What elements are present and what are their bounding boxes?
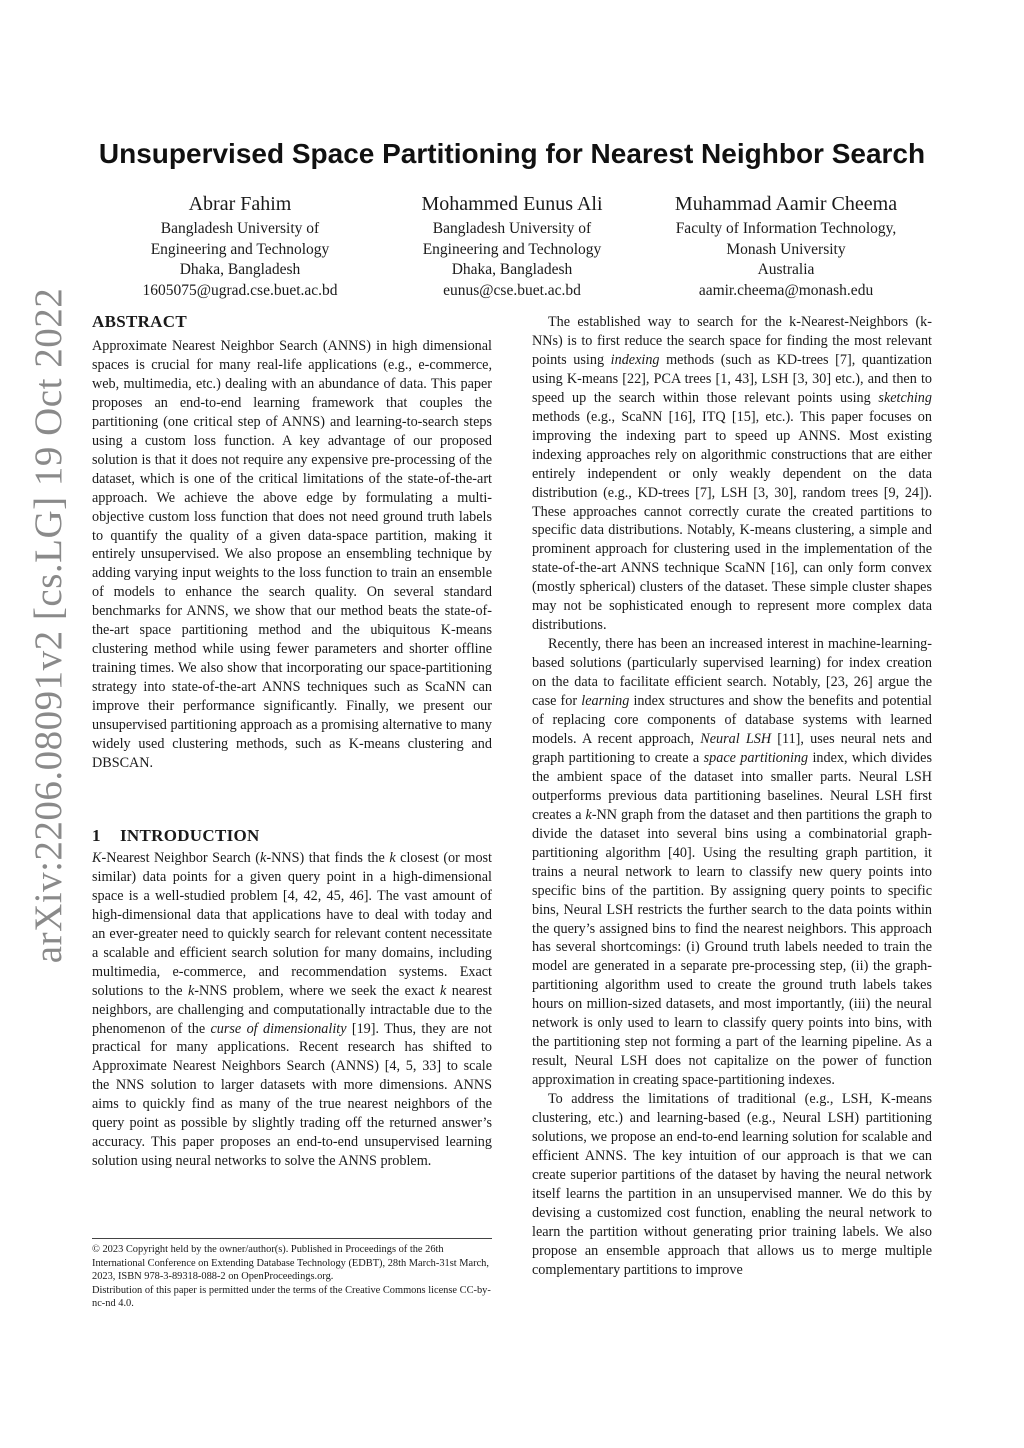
author-block (362, 192, 662, 301)
copyright-text: © 2023 Copyright held by the owner/author(s). Published in Proceedings of the 26th International Conference on Extending Database Technology (EDBT), 28th March-31st March, 2023, ISBN 978-3-89318-088-2 on OpenProceedings.org. (92, 1244, 489, 1283)
italic-text: k (260, 849, 267, 866)
italic-text: k (389, 849, 396, 866)
affiliation-line: Engineering and Technology (422, 240, 602, 258)
italic-text: k (440, 982, 447, 999)
affiliation-line: Bangladesh University of (160, 220, 320, 237)
author-email: eunus@cse.buet.ac.bd (443, 281, 581, 299)
author-block (90, 192, 390, 301)
author-email: 1605075@ugrad.cse.buet.ac.bd (142, 281, 338, 299)
introduction-heading (92, 825, 492, 847)
italic-text: k (585, 806, 592, 823)
affiliation-line: Dhaka, Bangladesh (179, 261, 301, 279)
italic-text: indexing (610, 351, 660, 368)
copyright-footnote (92, 1238, 492, 1311)
intro-paragraph-2: The established way to search for the k-Nearest-Neighbors (k-NNs) is to first reduce the search space for finding the most relevant points using indexing methods (such as KD-trees [7], quantization using K-means [22], PCA trees [1, 43], LSH [3, 30] etc.), and then to speed up the search within those relevant points using sketching methods (e.g., ScaNN [16], ITQ [15], etc.). This paper focuses on improving the indexing part to speed up ANNS. Most existing indexing approaches rely on algorithmic constructions that are either entirely independent or only weakly dependent on the data distribution (e.g., KD-trees [7], LSH [3, 30], random trees [9, 24]). These approaches cannot correctly curate the created partitions to specific data distributions. Notably, K-means clustering, a simple and prominent approach for clustering used in the implementation of the state-of-the-art ANNS technique ScaNN [16], can only form convex (mostly spherical) clusters of the dataset. These simple cluster shapes may not be sophisticated enough to represent more complex data distributions. (532, 314, 933, 634)
intro-paragraph-1: K-Nearest Neighbor Search (k-NNS) that finds the k closest (or most similar) data points for a given query point in a high-dimensional space is a well-studied problem [4, 42, 45, 46]. The vast amount of high-dimensional data that applications have to deal with today and an ever-greater need to quickly search for relevant content necessitate a scalable and efficient search solution for many domains, including multimedia, e-commerce, and recommendation systems. Exact solutions to the k-NNS problem, where we seek the exact k nearest neighbors, are challenging and computationally intractable due to the phenomenon of the curse of dimensionality [19]. Thus, they are not practical for many applications. Recent research has shifted to Approximate Nearest Neighbors Search (ANNS) [4, 5, 33] to scale the NNS solution to larger datasets with more dimensions. ANNS aims to quickly find as many of the true nearest neighbors of the query point as possible by slightly trading off the returned answer’s accuracy. This paper proposes an end-to-end unsupervised learning solution using neural networks to solve the ANNS problem. (92, 849, 492, 1170)
intro-paragraph-4: To address the limitations of traditional (e.g., LSH, K-means clustering, etc.) and learning-based (e.g., Neural LSH) partitioning solutions, we propose an end-to-end learning solution for scalable and efficient ANNS. The key intuition of our approach is that we can create superior partitions of the dataset by having the neural network itself learns the partition in an unsupervised manner. We do this by devising a customized cost function, enabling the neural network to learn the partition without generating prior training labels. We also propose an ensemble approach that allows us to merge multiple complementary partitions to improve (532, 1091, 932, 1278)
intro-paragraph-3: Recently, there has been an increased interest in machine-learning-based solutions (particularly supervised learning) for index creation on the data to facilitate efficient search. Notably, [23, 26] argue the case for learning index structures and show the benefits and potential of replacing core components of database systems with learned models. A recent approach, Neural LSH [11], uses neural nets and graph partitioning to create a space partitioning index, which divides the ambient space of the dataset into smaller parts. Neural LSH outperforms previous data partitioning baselines. Neural LSH first creates a k-NN graph from the dataset and then partitions the graph to divide the dataset into several bins using a combinatorial graph-partitioning algorithm [40]. Using the resulting graph partition, it trains a neural network to learn to classify new query points into specific bins of the partition. By assigning query points to specific bins, Neural LSH restricts the further search to the data points within the query’s assigned bins to find the nearest neighbors. This approach has several shortcomings: (i) Ground truth labels needed to train the model are generated in a separate pre-processing step, (ii) the graph-partitioning algorithm used to create the ground truth labels takes hours on million-sized datasets, and most importantly, (iii) the neural network is only used to learn to classify query points into bins, with the partitioning step not forming a part of the learning pipeline. As a result, Neural LSH does not capitalize on the power of function approximation in creating space-partitioning indexes. (532, 636, 933, 1089)
italic-text: learning (581, 693, 630, 710)
author-block (636, 192, 936, 301)
affiliation-line: Monash University (726, 240, 846, 258)
arxiv-identifier: arXiv:2206.08091v2 [cs.LG] 19 Oct 2022 (27, 287, 71, 963)
author-name: Muhammad Aamir Cheema (674, 193, 898, 215)
italic-text: Neural LSH (700, 730, 772, 747)
affiliation-line: Australia (757, 261, 815, 279)
author-name: Mohammed Eunus Ali (421, 193, 603, 215)
right-column (532, 313, 932, 1280)
abstract-heading: ABSTRACT (92, 312, 187, 331)
italic-text: space partitioning (703, 749, 809, 766)
affiliation-line: Faculty of Information Technology, (675, 220, 897, 237)
footnote-rule (92, 1238, 492, 1239)
abstract-text: Approximate Nearest Neighbor Search (ANNS) in high dimensional spaces is crucial for many real-life applications (e.g., e-commerce, web, multimedia, etc.) dealing with an abundance of data. This paper proposes an end-to-end learning framework that couples the partitioning (one critical step of ANNS) and learning-to-search steps using a custom loss function. A key advantage of our proposed solution is that it does not require any expensive pre-processing of the dataset, which is one of the critical limitations of the state-of-the-art approach. We achieve the above edge by formulating a multi-objective custom loss function that does not need ground truth labels to quantify the quality of a given data-space partition, making it entirely unsupervised. We also propose an ensembling technique by adding varying input weights to the loss function to train an ensemble of models to enhance the search quality. On several standard benchmarks for ANNS, we show that our method beats the state-of-the-art space partitioning method and the ubiquitous K-means clustering method while using fewer parameters and shorter offline training times. We also show that incorporating our space-partitioning strategy into state-of-the-art ANNS techniques such as ScaNN can improve their performance significantly. Finally, we present our unsupervised partitioning approach as a promising alternative to many widely used clustering methods, such as K-means clustering and DBSCAN. (92, 338, 492, 771)
italic-text: K (92, 849, 102, 866)
author-name: Abrar Fahim (188, 193, 292, 215)
paper-title: Unsupervised Space Partitioning for Nearest Neighbor Search (98, 138, 926, 169)
affiliation-line: Engineering and Technology (150, 240, 330, 258)
italic-text: curse of dimensionality (210, 1020, 347, 1037)
section-number: 1 (92, 825, 101, 845)
italic-text: k (187, 982, 195, 999)
left-column (92, 311, 492, 1171)
arxiv-stamp (24, 180, 74, 1070)
affiliation-line: Bangladesh University of (432, 220, 592, 237)
license-text: Distribution of this paper is permitted under the terms of the Creative Commons license CC-by-nc-nd 4.0. (92, 1284, 491, 1310)
section-title: INTRODUCTION (120, 825, 260, 845)
author-email: aamir.cheema@monash.edu (698, 281, 874, 299)
affiliation-line: Dhaka, Bangladesh (451, 261, 573, 279)
italic-text: sketching (878, 389, 932, 406)
